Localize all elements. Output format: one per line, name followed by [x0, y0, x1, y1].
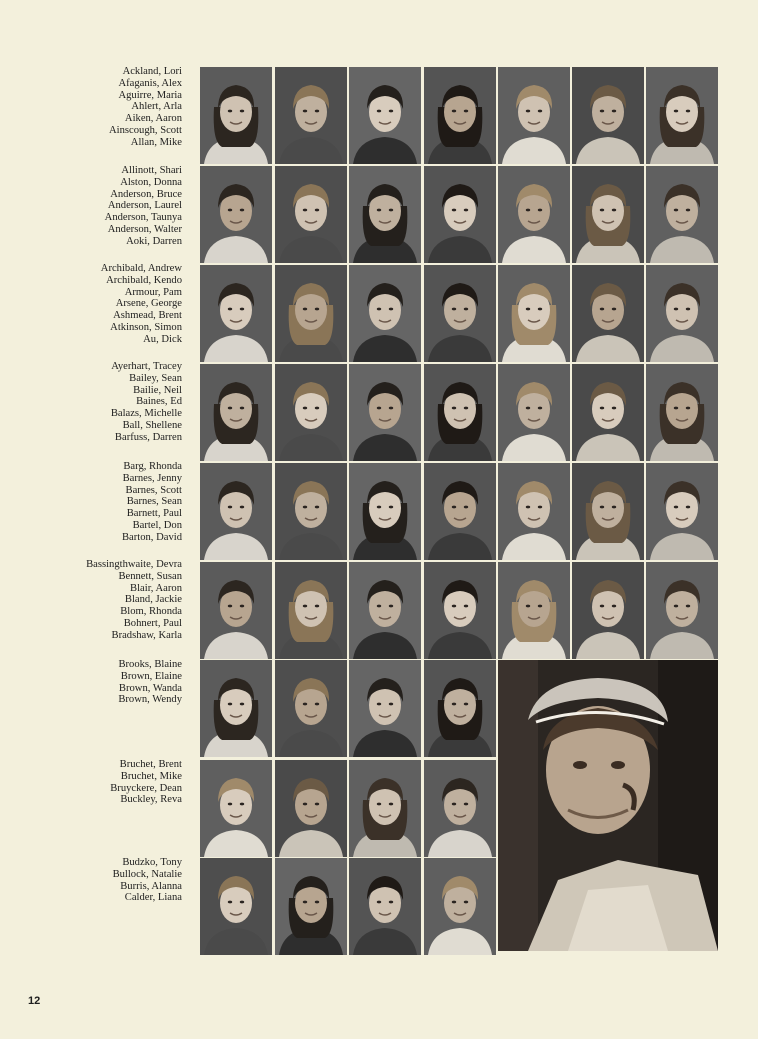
- student-portrait: [498, 562, 570, 659]
- student-name: Aoki, Darren: [126, 235, 182, 247]
- student-name: Ball, Shellene: [122, 419, 182, 431]
- student-portrait: [200, 562, 272, 659]
- student-portrait: [572, 562, 644, 659]
- student-portrait: [498, 364, 570, 461]
- student-portrait: [646, 364, 718, 461]
- student-portrait: [275, 166, 347, 263]
- name-group: [60, 659, 182, 706]
- student-portrait: [275, 562, 347, 659]
- page-number: 12: [28, 995, 41, 1007]
- student-name: Anderson, Walter: [107, 223, 182, 235]
- student-portrait: [275, 660, 347, 757]
- student-portrait: [275, 463, 347, 560]
- student-portrait: [646, 166, 718, 263]
- student-portrait: [349, 760, 421, 857]
- student-name: Anderson, Taunya: [104, 212, 182, 224]
- student-name: Aguirre, Maria: [118, 89, 182, 101]
- student-name: Afaganis, Alex: [118, 77, 182, 89]
- student-name: Atkinson, Simon: [110, 321, 182, 333]
- student-portrait: [349, 858, 421, 955]
- student-portrait: [349, 67, 421, 164]
- student-name: Alston, Donna: [120, 176, 182, 188]
- name-group: [60, 857, 182, 904]
- student-portrait: [275, 858, 347, 955]
- student-portrait: [424, 463, 496, 560]
- student-name: Blom, Rhonda: [120, 606, 182, 618]
- student-name: Aiken, Aaron: [124, 113, 182, 125]
- student-portrait: [200, 660, 272, 757]
- student-name: Budzko, Tony: [122, 857, 182, 868]
- student-name: Brown, Elaine: [120, 670, 182, 682]
- student-name: Ashmead, Brent: [113, 310, 182, 322]
- student-name: Buckley, Reva: [120, 794, 182, 806]
- student-name: Barnett, Paul: [126, 508, 182, 520]
- student-portrait: [572, 67, 644, 164]
- student-name: Barfuss, Darren: [114, 431, 182, 443]
- student-name: Balazs, Michelle: [110, 408, 182, 420]
- student-name: Calder, Liana: [124, 892, 182, 904]
- student-portrait: [200, 67, 272, 164]
- feature-candid-photo: [498, 660, 718, 951]
- student-name: Barnes, Sean: [126, 496, 182, 508]
- student-portrait: [572, 265, 644, 362]
- student-portrait: [646, 265, 718, 362]
- student-portrait: [424, 760, 496, 857]
- student-name: Ayerhart, Tracey: [111, 361, 182, 372]
- student-name: Barton, David: [121, 531, 182, 543]
- student-portrait: [349, 265, 421, 362]
- student-portrait: [424, 265, 496, 362]
- student-name: Arsene, George: [115, 298, 182, 310]
- student-name: Au, Dick: [143, 333, 182, 345]
- student-name: Ackland, Lori: [122, 66, 182, 77]
- student-portrait: [275, 364, 347, 461]
- student-name: Burris, Alanna: [120, 880, 182, 892]
- student-name: Anderson, Laurel: [107, 200, 182, 212]
- student-name: Bailie, Neil: [133, 384, 182, 396]
- name-group: [60, 361, 182, 444]
- student-portrait: [200, 364, 272, 461]
- student-portrait: [275, 67, 347, 164]
- student-name: Allinott, Shari: [121, 165, 182, 176]
- student-portrait: [646, 463, 718, 560]
- student-name: Barnes, Scott: [125, 484, 182, 496]
- student-name: Brown, Wendy: [118, 694, 182, 706]
- student-portrait: [275, 760, 347, 857]
- name-group: [60, 165, 182, 248]
- student-portrait: [498, 67, 570, 164]
- student-name: Bruchet, Mike: [120, 770, 182, 782]
- student-name: Bohnert, Paul: [123, 617, 182, 629]
- student-name: Bruyckere, Dean: [110, 782, 182, 794]
- student-name: Bradshaw, Karla: [111, 629, 182, 641]
- student-portrait: [424, 364, 496, 461]
- student-name: Bruchet, Brent: [119, 759, 182, 770]
- name-group: [60, 461, 182, 544]
- student-portrait: [424, 660, 496, 757]
- student-portrait: [424, 562, 496, 659]
- student-name: Allan, Mike: [130, 136, 182, 148]
- student-name: Blair, Aaron: [130, 582, 182, 594]
- student-name: Ainscough, Scott: [109, 124, 182, 136]
- student-portrait: [424, 166, 496, 263]
- student-portrait: [349, 166, 421, 263]
- student-portrait: [572, 364, 644, 461]
- student-name: Bullock, Natalie: [112, 868, 182, 880]
- student-portrait: [498, 463, 570, 560]
- student-portrait: [572, 463, 644, 560]
- student-portrait: [200, 265, 272, 362]
- name-group: [60, 263, 182, 346]
- student-name: Barnes, Jenny: [122, 472, 182, 484]
- student-name: Brown, Wanda: [118, 682, 182, 694]
- student-name: Bland, Jackie: [124, 594, 182, 606]
- student-name: Anderson, Bruce: [110, 188, 182, 200]
- student-portrait: [349, 660, 421, 757]
- student-name: Archibald, Kendo: [106, 274, 182, 286]
- student-portrait: [200, 858, 272, 955]
- student-portrait: [200, 760, 272, 857]
- student-portrait: [349, 463, 421, 560]
- student-name: Archibald, Andrew: [100, 263, 182, 274]
- student-portrait: [424, 858, 496, 955]
- student-name: Ahlert, Arla: [131, 101, 182, 113]
- student-name: Bartel, Don: [132, 519, 182, 531]
- student-name: Bassingthwaite, Devra: [86, 559, 182, 570]
- student-name: Barg, Rhonda: [123, 461, 182, 472]
- student-portrait: [646, 67, 718, 164]
- name-group: [60, 66, 182, 149]
- student-name: Bennett, Susan: [118, 570, 182, 582]
- student-name: Baines, Ed: [136, 396, 182, 408]
- student-name: Armour, Pam: [124, 286, 182, 298]
- student-portrait: [424, 67, 496, 164]
- student-portrait: [200, 463, 272, 560]
- student-portrait: [646, 562, 718, 659]
- student-name: Bailey, Sean: [129, 372, 182, 384]
- student-portrait: [498, 265, 570, 362]
- student-portrait: [275, 265, 347, 362]
- student-portrait: [349, 562, 421, 659]
- student-portrait: [200, 166, 272, 263]
- student-portrait: [349, 364, 421, 461]
- student-portrait: [572, 166, 644, 263]
- student-name: Brooks, Blaine: [118, 659, 182, 670]
- name-group: [60, 559, 182, 642]
- student-portrait: [498, 166, 570, 263]
- name-group: [60, 759, 182, 806]
